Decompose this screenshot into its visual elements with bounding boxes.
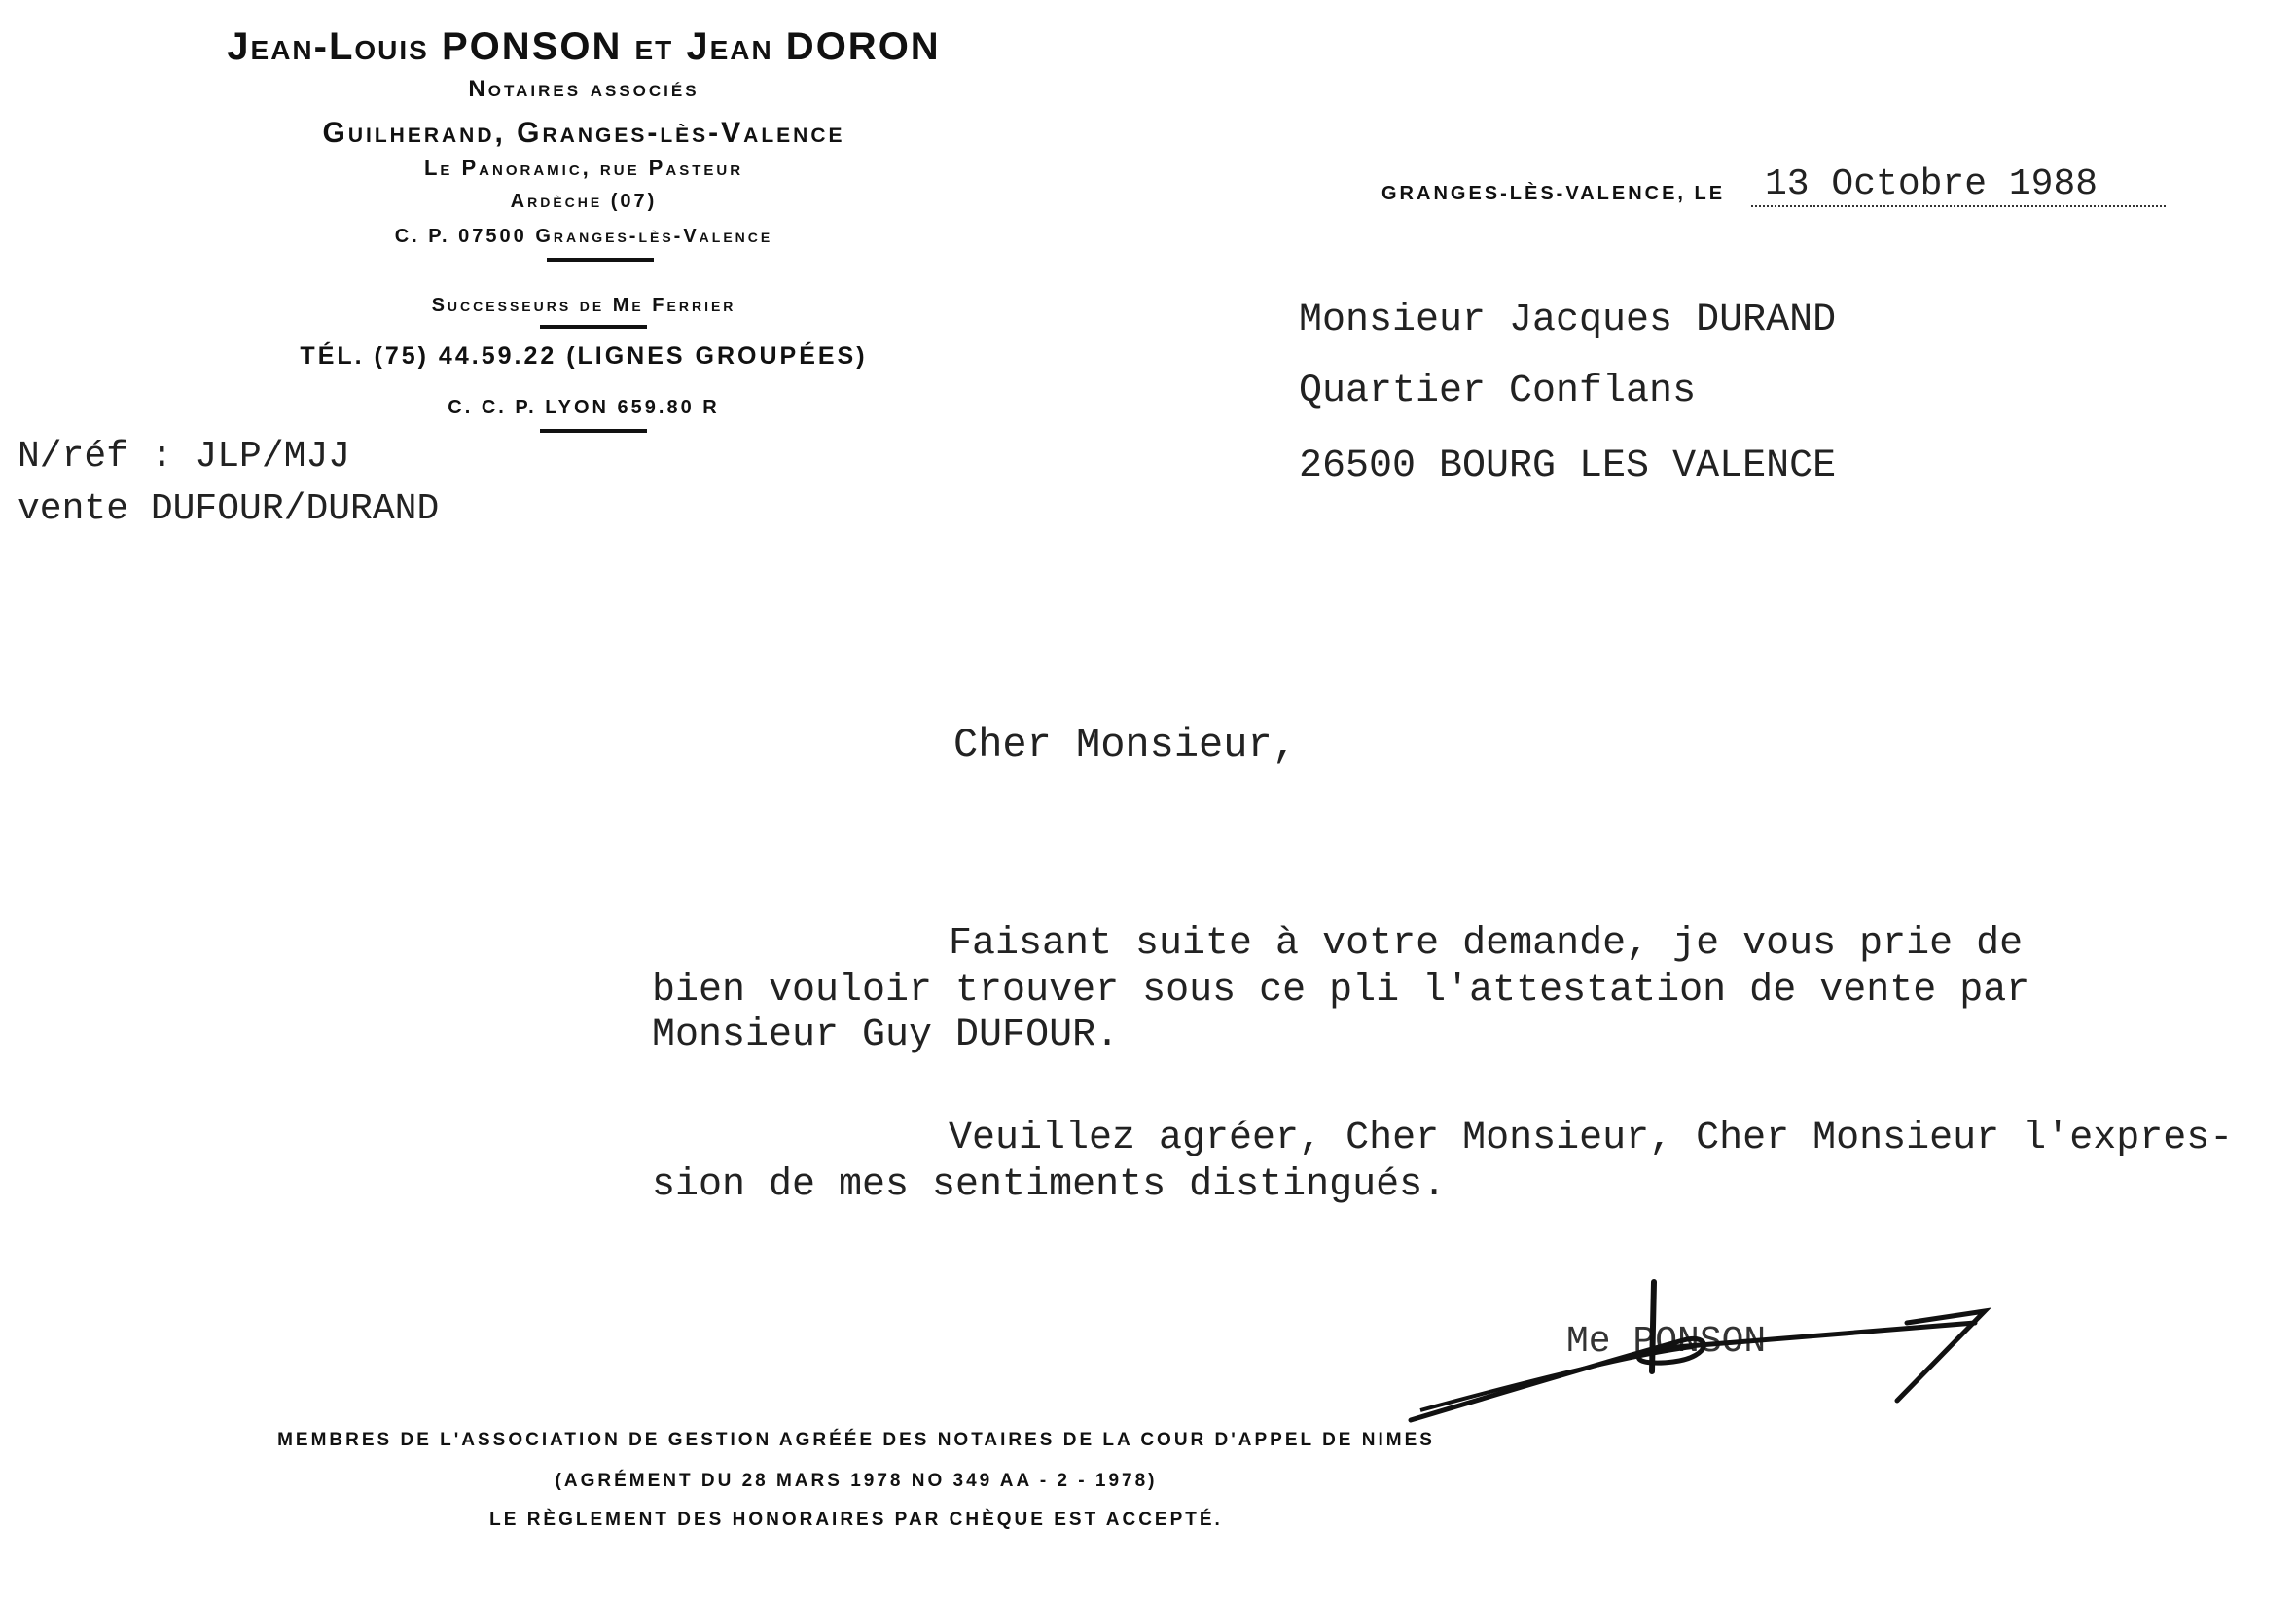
reference-subject: vente DUFOUR/DURAND [18,488,440,530]
firm-successor: Successeurs de Me Ferrier [431,295,736,316]
salutation: Cher Monsieur, [953,722,1297,768]
recipient-street: Quartier Conflans [1299,370,1697,413]
paragraph-line: Faisant suite à votre demande, je vous prie de [949,922,2024,966]
firm-phone: TÉL. (75) 44.59.22 (LIGNES GROUPÉES) [300,342,868,370]
paragraph-line: sion de mes sentiments distingués. [652,1163,1447,1207]
firm-department: Ardèche (07) [510,191,658,212]
date-place: GRANGES-LÈS-VALENCE, LE [1381,183,1726,204]
firm-postal: C. P. 07500 Granges-lès-Valence [394,226,773,247]
firm-subtitle: Notaires associés [468,76,700,102]
signatory-name: Me PONSON [1566,1321,1767,1363]
paragraph-line: Veuillez agréer, Cher Monsieur, Cher Monsieur l'expres- [949,1117,2234,1160]
reference-code: N/réf : JLP/MJJ [18,436,351,478]
recipient-city: 26500 BOURG LES VALENCE [1299,445,1837,488]
firm-address: Le Panoramic, rue Pasteur [423,156,744,180]
firm-city: Guilherand, Granges-lès-Valence [322,117,845,149]
divider [540,429,647,433]
handwritten-signature [1391,1264,2014,1440]
firm-name: Jean-Louis PONSON et Jean DORON [227,25,941,68]
footer-agreement: (AGRÉMENT DU 28 MARS 1978 NO 349 AA - 2 - 1978) [555,1471,1158,1491]
footer-association: MEMBRES DE L'ASSOCIATION DE GESTION AGRÉÉE DES NOTAIRES DE LA COUR D'APPEL DE NIMES [277,1430,1435,1450]
footer-payment: LE RÈGLEMENT DES HONORAIRES PAR CHÈQUE EST ACCEPTÉ. [489,1510,1223,1530]
date-value: 13 Octobre 1988 [1751,163,2166,207]
paragraph-line: Monsieur Guy DUFOUR. [652,1014,1120,1057]
divider [540,325,647,329]
firm-ccp: C. C. P. LYON 659.80 R [448,397,720,418]
divider [547,258,654,262]
paragraph-line: bien vouloir trouver sous ce pli l'attestation de vente par [652,969,2030,1013]
recipient-name: Monsieur Jacques DURAND [1299,299,1837,342]
